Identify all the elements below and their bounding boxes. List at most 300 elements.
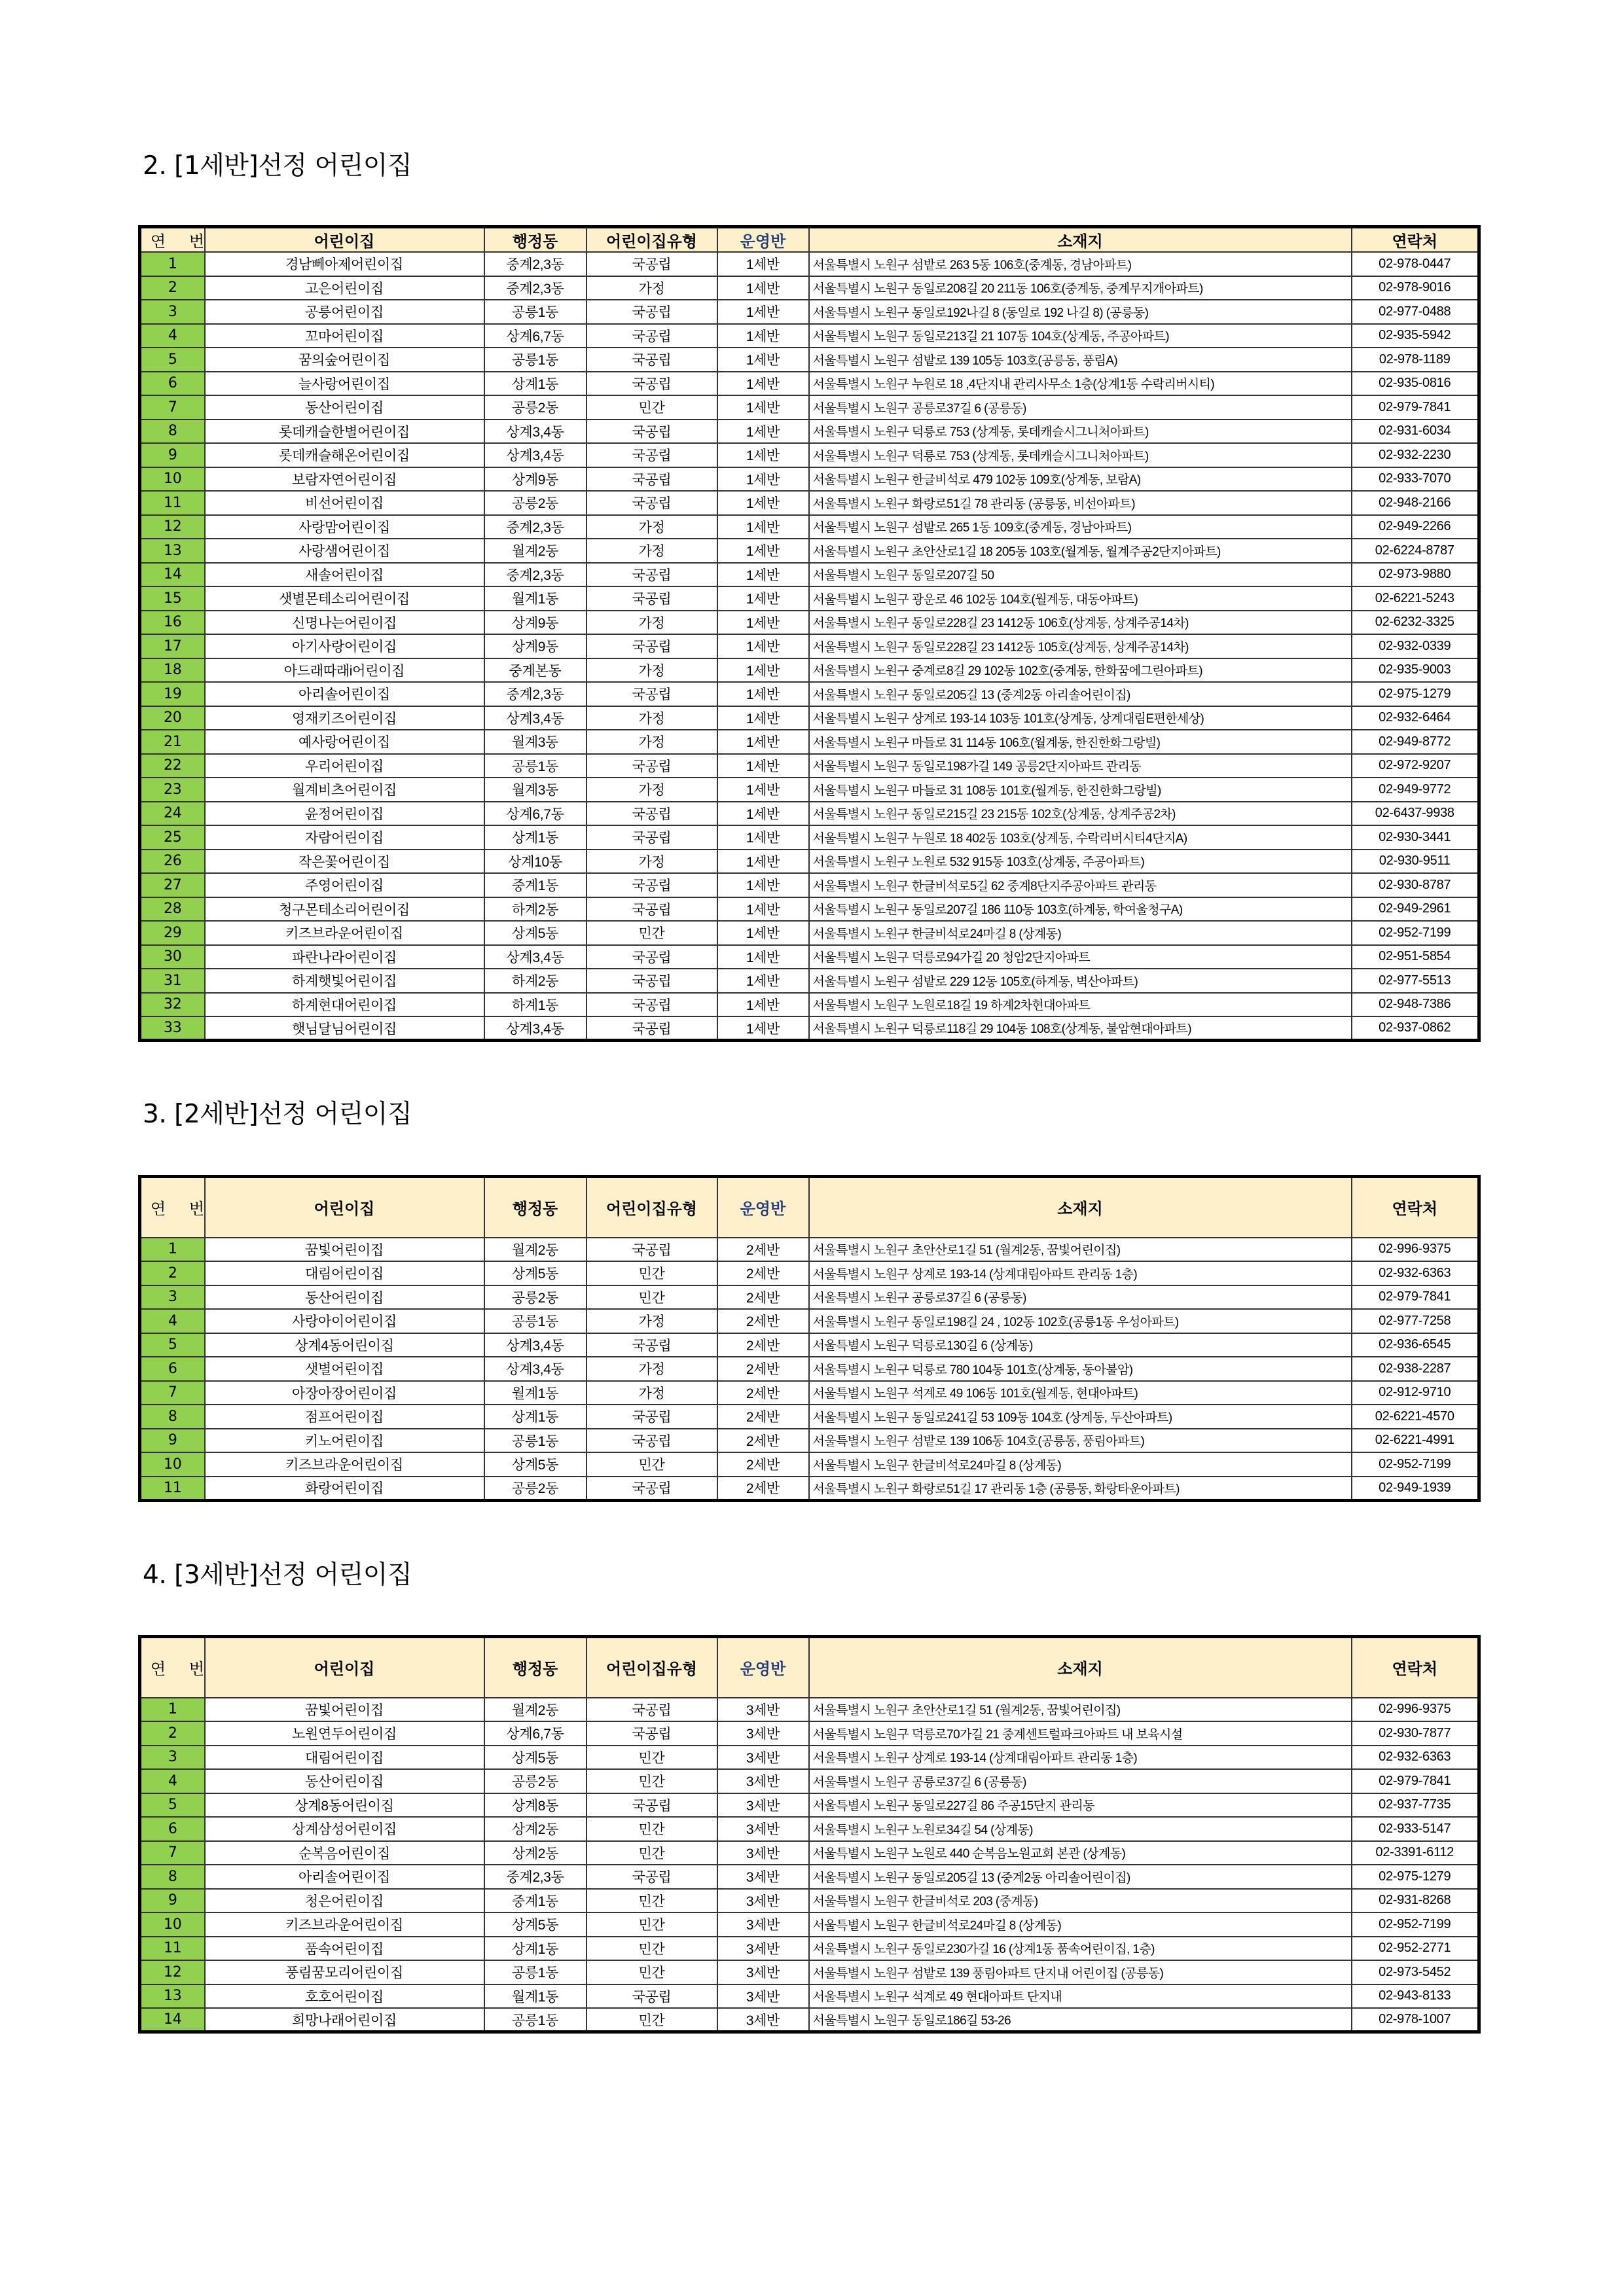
cell-daycare-type: 국공립 bbox=[586, 563, 717, 587]
cell-class: 1세반 bbox=[717, 491, 809, 515]
cell-daycare-name: 점프어린이집 bbox=[205, 1405, 484, 1429]
cell-daycare-type: 국공립 bbox=[586, 754, 717, 778]
cell-daycare-type: 민간 bbox=[586, 1285, 717, 1310]
cell-daycare-type: 국공립 bbox=[586, 1333, 717, 1357]
cell-admin-dong: 상계9동 bbox=[484, 467, 586, 492]
cell-address: 서울특별시 노원구 상계로 193-14 (상계대림아파트 관리동 1층) bbox=[809, 1261, 1352, 1285]
cell-number: 33 bbox=[140, 1016, 205, 1041]
cell-class: 2세반 bbox=[717, 1333, 809, 1357]
cell-daycare-name: 작은꽃어린이집 bbox=[205, 850, 484, 874]
cell-daycare-name: 청구몬테소리어린이집 bbox=[205, 897, 484, 922]
cell-daycare-type: 국공립 bbox=[586, 945, 717, 969]
cell-phone: 02-6232-3325 bbox=[1352, 611, 1479, 635]
cell-daycare-name: 신명나는어린이집 bbox=[205, 611, 484, 635]
table-row bbox=[140, 1309, 1479, 1333]
table-row bbox=[140, 1937, 1479, 1961]
cell-phone: 02-977-0488 bbox=[1352, 300, 1479, 324]
column-header-type: 어린이집유형 bbox=[586, 1177, 717, 1238]
cell-class: 2세반 bbox=[717, 1357, 809, 1381]
cell-daycare-type: 가정 bbox=[586, 539, 717, 563]
cell-admin-dong: 상계5동 bbox=[484, 1452, 586, 1477]
cell-number: 15 bbox=[140, 586, 205, 611]
table-row bbox=[140, 802, 1479, 826]
cell-daycare-name: 비선어린이집 bbox=[205, 491, 484, 515]
column-header-name: 어린이집 bbox=[205, 1177, 484, 1238]
cell-daycare-name: 호호어린이집 bbox=[205, 1984, 484, 2009]
cell-phone: 02-933-7070 bbox=[1352, 467, 1479, 492]
cell-admin-dong: 중계2,3동 bbox=[484, 563, 586, 587]
cell-address: 서울특별시 노원구 한글비석로24마길 8 (상계동) bbox=[809, 921, 1352, 945]
cell-address: 서울특별시 노원구 상계로 193-14 (상계대림아파트 관리동 1층) bbox=[809, 1746, 1352, 1770]
cell-admin-dong: 상계6,7동 bbox=[484, 802, 586, 826]
cell-class: 3세반 bbox=[717, 1841, 809, 1865]
column-header-address: 소재지 bbox=[809, 227, 1352, 253]
cell-daycare-name: 동산어린이집 bbox=[205, 1769, 484, 1793]
table-row bbox=[140, 563, 1479, 587]
cell-daycare-type: 민간 bbox=[586, 921, 717, 945]
cell-daycare-type: 국공립 bbox=[586, 324, 717, 348]
table-row bbox=[140, 611, 1479, 635]
cell-daycare-type: 국공립 bbox=[586, 1016, 717, 1041]
cell-phone: 02-948-2166 bbox=[1352, 491, 1479, 515]
cell-number: 11 bbox=[140, 491, 205, 515]
cell-address: 서울특별시 노원구 동일로228길 23 1412동 105호(상계동, 상계주공14차) bbox=[809, 634, 1352, 658]
cell-daycare-name: 꿈빛어린이집 bbox=[205, 1238, 484, 1262]
cell-number: 13 bbox=[140, 539, 205, 563]
cell-daycare-name: 사랑아이어린이집 bbox=[205, 1309, 484, 1333]
cell-number: 29 bbox=[140, 921, 205, 945]
cell-class: 3세반 bbox=[717, 1746, 809, 1770]
cell-phone: 02-978-1189 bbox=[1352, 348, 1479, 372]
cell-daycare-name: 대림어린이집 bbox=[205, 1746, 484, 1770]
cell-number: 16 bbox=[140, 611, 205, 635]
cell-phone: 02-978-0447 bbox=[1352, 252, 1479, 276]
cell-address: 서울특별시 노원구 덕릉로 753 (상계동, 롯데캐슬시그니처아파트) bbox=[809, 420, 1352, 444]
table-row bbox=[140, 1746, 1479, 1770]
table-row bbox=[140, 730, 1479, 754]
cell-phone: 02-6437-9938 bbox=[1352, 802, 1479, 826]
cell-daycare-type: 국공립 bbox=[586, 420, 717, 444]
cell-number: 9 bbox=[140, 443, 205, 467]
table-row bbox=[140, 1261, 1479, 1285]
cell-admin-dong: 상계6,7동 bbox=[484, 1721, 586, 1746]
cell-address: 서울특별시 노원구 초안산로1길 51 (월계2동, 꿈빛어린이집) bbox=[809, 1238, 1352, 1262]
cell-daycare-type: 가정 bbox=[586, 778, 717, 802]
cell-address: 서울특별시 노원구 동일로230가길 16 (상계1동 품속어린이집, 1층) bbox=[809, 1937, 1352, 1961]
cell-phone: 02-932-0339 bbox=[1352, 634, 1479, 658]
cell-number: 25 bbox=[140, 825, 205, 850]
table-row bbox=[140, 2008, 1479, 2032]
cell-address: 서울특별시 노원구 상계로 193-14 103동 101호(상계동, 상계대림E편한세상) bbox=[809, 706, 1352, 730]
cell-daycare-type: 국공립 bbox=[586, 897, 717, 922]
cell-daycare-name: 새솔어린이집 bbox=[205, 563, 484, 587]
cell-class: 1세반 bbox=[717, 395, 809, 420]
cell-number: 5 bbox=[140, 1333, 205, 1357]
cell-class: 2세반 bbox=[717, 1405, 809, 1429]
table-row bbox=[140, 539, 1479, 563]
table-row bbox=[140, 1769, 1479, 1793]
cell-phone: 02-973-5452 bbox=[1352, 1960, 1479, 1984]
cell-daycare-type: 민간 bbox=[586, 1769, 717, 1793]
cell-admin-dong: 상계3,4동 bbox=[484, 420, 586, 444]
cell-class: 1세반 bbox=[717, 539, 809, 563]
cell-number: 3 bbox=[140, 1746, 205, 1770]
table-row bbox=[140, 1865, 1479, 1889]
cell-daycare-type: 국공립 bbox=[586, 300, 717, 324]
cell-daycare-type: 가정 bbox=[586, 1309, 717, 1333]
cell-phone: 02-912-9710 bbox=[1352, 1381, 1479, 1405]
column-header-dong: 행정동 bbox=[484, 1637, 586, 1698]
cell-admin-dong: 공릉1동 bbox=[484, 300, 586, 324]
cell-address: 서울특별시 노원구 노원로18길 19 하계2차현대아파트 bbox=[809, 993, 1352, 1017]
cell-daycare-type: 가정 bbox=[586, 276, 717, 300]
cell-admin-dong: 공릉2동 bbox=[484, 395, 586, 420]
cell-phone: 02-935-9003 bbox=[1352, 658, 1479, 683]
cell-number: 6 bbox=[140, 372, 205, 396]
cell-phone: 02-977-5513 bbox=[1352, 969, 1479, 993]
cell-admin-dong: 상계2동 bbox=[484, 1841, 586, 1865]
table-row bbox=[140, 586, 1479, 611]
cell-daycare-type: 국공립 bbox=[586, 969, 717, 993]
cell-address: 서울특별시 노원구 덕릉로118길 29 104동 108호(상계동, 불암현대아파트) bbox=[809, 1016, 1352, 1041]
column-header-no: 연 번 bbox=[140, 1637, 205, 1698]
cell-admin-dong: 상계9동 bbox=[484, 634, 586, 658]
cell-phone: 02-6221-4570 bbox=[1352, 1405, 1479, 1429]
column-header-ban: 운영반 bbox=[717, 227, 809, 253]
cell-daycare-name: 롯데캐슬한별어린이집 bbox=[205, 420, 484, 444]
cell-phone: 02-930-3441 bbox=[1352, 825, 1479, 850]
cell-daycare-type: 국공립 bbox=[586, 1865, 717, 1889]
cell-class: 1세반 bbox=[717, 300, 809, 324]
cell-number: 7 bbox=[140, 1841, 205, 1865]
cell-daycare-name: 대림어린이집 bbox=[205, 1261, 484, 1285]
cell-admin-dong: 중계1동 bbox=[484, 873, 586, 897]
cell-daycare-name: 아리솔어린이집 bbox=[205, 1865, 484, 1889]
cell-daycare-name: 예사랑어린이집 bbox=[205, 730, 484, 754]
cell-address: 서울특별시 노원구 한글비석로 479 102동 109호(상계동, 보람A) bbox=[809, 467, 1352, 492]
cell-class: 1세반 bbox=[717, 850, 809, 874]
cell-daycare-name: 키즈브라운어린이집 bbox=[205, 1912, 484, 1937]
cell-address: 서울특별시 노원구 한글비석로24마길 8 (상계동) bbox=[809, 1912, 1352, 1937]
cell-admin-dong: 월계2동 bbox=[484, 539, 586, 563]
table-row bbox=[140, 658, 1479, 683]
cell-daycare-name: 꼬마어린이집 bbox=[205, 324, 484, 348]
cell-class: 1세반 bbox=[717, 515, 809, 539]
cell-daycare-name: 동산어린이집 bbox=[205, 1285, 484, 1310]
table-row bbox=[140, 897, 1479, 922]
cell-admin-dong: 공릉1동 bbox=[484, 1960, 586, 1984]
cell-class: 2세반 bbox=[717, 1429, 809, 1453]
table-row bbox=[140, 1238, 1479, 1262]
cell-daycare-name: 화랑어린이집 bbox=[205, 1477, 484, 1501]
cell-admin-dong: 공릉2동 bbox=[484, 1477, 586, 1501]
column-header-name: 어린이집 bbox=[205, 227, 484, 253]
cell-admin-dong: 공릉1동 bbox=[484, 1309, 586, 1333]
cell-address: 서울특별시 노원구 덕릉로 753 (상계동, 롯데캐슬시그니처아파트) bbox=[809, 443, 1352, 467]
column-header-type: 어린이집유형 bbox=[586, 1637, 717, 1698]
cell-class: 1세반 bbox=[717, 921, 809, 945]
cell-daycare-name: 키노어린이집 bbox=[205, 1429, 484, 1453]
cell-class: 1세반 bbox=[717, 276, 809, 300]
cell-phone: 02-937-7735 bbox=[1352, 1793, 1479, 1818]
cell-daycare-type: 민간 bbox=[586, 1841, 717, 1865]
column-header-dong: 행정동 bbox=[484, 1177, 586, 1238]
cell-number: 30 bbox=[140, 945, 205, 969]
cell-daycare-type: 가정 bbox=[586, 1357, 717, 1381]
cell-phone: 02-952-7199 bbox=[1352, 921, 1479, 945]
cell-admin-dong: 상계9동 bbox=[484, 611, 586, 635]
table-row bbox=[140, 1960, 1479, 1984]
cell-daycare-name: 상계8동어린이집 bbox=[205, 1793, 484, 1818]
cell-address: 서울특별시 노원구 섬밭로 139 풍림아파트 단지내 어린이집 (공릉동) bbox=[809, 1960, 1352, 1984]
cell-number: 21 bbox=[140, 730, 205, 754]
table-header-row bbox=[140, 227, 1479, 253]
cell-number: 1 bbox=[140, 1238, 205, 1262]
table-row bbox=[140, 1285, 1479, 1310]
cell-admin-dong: 공릉2동 bbox=[484, 491, 586, 515]
table-row bbox=[140, 467, 1479, 492]
cell-phone: 02-932-6363 bbox=[1352, 1746, 1479, 1770]
cell-number: 4 bbox=[140, 1309, 205, 1333]
cell-number: 32 bbox=[140, 993, 205, 1017]
cell-admin-dong: 상계10동 bbox=[484, 850, 586, 874]
table-header-row bbox=[140, 1637, 1479, 1698]
cell-class: 1세반 bbox=[717, 634, 809, 658]
cell-number: 2 bbox=[140, 1261, 205, 1285]
cell-daycare-name: 고은어린이집 bbox=[205, 276, 484, 300]
cell-phone: 02-951-5854 bbox=[1352, 945, 1479, 969]
cell-admin-dong: 상계3,4동 bbox=[484, 443, 586, 467]
cell-address: 서울특별시 노원구 섬밭로 263 5동 106호(중계동, 경남아파트) bbox=[809, 252, 1352, 276]
table-row bbox=[140, 348, 1479, 372]
cell-daycare-name: 상계삼성어린이집 bbox=[205, 1817, 484, 1841]
daycare-table-2yr bbox=[138, 1175, 1481, 1502]
cell-number: 28 bbox=[140, 897, 205, 922]
cell-admin-dong: 상계3,4동 bbox=[484, 706, 586, 730]
cell-address: 서울특별시 노원구 섬밭로 139 106동 104호(공릉동, 풍림아파트) bbox=[809, 1429, 1352, 1453]
cell-admin-dong: 공릉2동 bbox=[484, 1769, 586, 1793]
cell-number: 14 bbox=[140, 563, 205, 587]
cell-daycare-type: 국공립 bbox=[586, 802, 717, 826]
cell-class: 1세반 bbox=[717, 682, 809, 706]
cell-daycare-name: 꿈의숲어린이집 bbox=[205, 348, 484, 372]
cell-daycare-type: 국공립 bbox=[586, 1984, 717, 2009]
cell-daycare-type: 국공립 bbox=[586, 252, 717, 276]
cell-address: 서울특별시 노원구 노원로34길 54 (상계동) bbox=[809, 1817, 1352, 1841]
cell-address: 서울특별시 노원구 동일로227길 86 주공15단지 관리동 bbox=[809, 1793, 1352, 1818]
table-row bbox=[140, 1841, 1479, 1865]
cell-daycare-name: 주영어린이집 bbox=[205, 873, 484, 897]
cell-number: 9 bbox=[140, 1889, 205, 1913]
cell-daycare-name: 사랑샘어린이집 bbox=[205, 539, 484, 563]
cell-daycare-name: 노원연두어린이집 bbox=[205, 1721, 484, 1746]
cell-daycare-type: 국공립 bbox=[586, 682, 717, 706]
cell-address: 서울특별시 노원구 동일로213길 21 107동 104호(상계동, 주공아파트) bbox=[809, 324, 1352, 348]
cell-phone: 02-975-1279 bbox=[1352, 1865, 1479, 1889]
cell-class: 3세반 bbox=[717, 1793, 809, 1818]
table-row bbox=[140, 778, 1479, 802]
table-row bbox=[140, 1405, 1479, 1429]
table-row bbox=[140, 682, 1479, 706]
cell-daycare-type: 민간 bbox=[586, 1261, 717, 1285]
cell-address: 서울특별시 노원구 초안산로1길 18 205동 103호(월계동, 월계주공2단지아파트) bbox=[809, 539, 1352, 563]
cell-class: 2세반 bbox=[717, 1261, 809, 1285]
column-header-phone: 연락처 bbox=[1352, 1177, 1479, 1238]
cell-daycare-name: 상계4동어린이집 bbox=[205, 1333, 484, 1357]
cell-daycare-type: 국공립 bbox=[586, 873, 717, 897]
cell-daycare-name: 키즈브라운어린이집 bbox=[205, 921, 484, 945]
table-row bbox=[140, 873, 1479, 897]
cell-daycare-type: 가정 bbox=[586, 850, 717, 874]
cell-address: 서울특별시 노원구 공릉로37길 6 (공릉동) bbox=[809, 1769, 1352, 1793]
table-row bbox=[140, 921, 1479, 945]
cell-class: 1세반 bbox=[717, 969, 809, 993]
cell-class: 1세반 bbox=[717, 897, 809, 922]
table-row bbox=[140, 945, 1479, 969]
cell-class: 3세반 bbox=[717, 1912, 809, 1937]
cell-admin-dong: 월계3동 bbox=[484, 730, 586, 754]
cell-number: 12 bbox=[140, 1960, 205, 1984]
cell-class: 1세반 bbox=[717, 348, 809, 372]
cell-address: 서울특별시 노원구 동일로207길 186 110동 103호(하계동, 학여울청구A) bbox=[809, 897, 1352, 922]
cell-address: 서울특별시 노원구 마들로 31 114동 106호(월계동, 한진한화그랑빌) bbox=[809, 730, 1352, 754]
cell-daycare-name: 아장아장어린이집 bbox=[205, 1381, 484, 1405]
cell-address: 서울특별시 노원구 화랑로51길 78 관리동 (공릉동, 비선아파트) bbox=[809, 491, 1352, 515]
cell-daycare-type: 국공립 bbox=[586, 1477, 717, 1501]
cell-class: 2세반 bbox=[717, 1309, 809, 1333]
cell-admin-dong: 상계1동 bbox=[484, 372, 586, 396]
column-header-phone: 연락처 bbox=[1352, 1637, 1479, 1698]
cell-phone: 02-952-7199 bbox=[1352, 1452, 1479, 1477]
cell-daycare-type: 국공립 bbox=[586, 993, 717, 1017]
cell-phone: 02-932-6464 bbox=[1352, 706, 1479, 730]
cell-daycare-type: 국공립 bbox=[586, 348, 717, 372]
cell-class: 1세반 bbox=[717, 778, 809, 802]
cell-phone: 02-952-2771 bbox=[1352, 1937, 1479, 1961]
cell-address: 서울특별시 노원구 동일로192나길 8 (동일로 192 나길 8) (공릉동) bbox=[809, 300, 1352, 324]
cell-daycare-type: 민간 bbox=[586, 1912, 717, 1937]
cell-daycare-type: 국공립 bbox=[586, 1429, 717, 1453]
cell-daycare-name: 희망나래어린이집 bbox=[205, 2008, 484, 2032]
cell-daycare-name: 아드래따래i어린이집 bbox=[205, 658, 484, 683]
cell-address: 서울특별시 노원구 화랑로51길 17 관리동 1층 (공릉동, 화랑타운아파트) bbox=[809, 1477, 1352, 1501]
cell-admin-dong: 상계3,4동 bbox=[484, 1333, 586, 1357]
cell-number: 3 bbox=[140, 1285, 205, 1310]
cell-daycare-type: 민간 bbox=[586, 1452, 717, 1477]
cell-class: 3세반 bbox=[717, 1960, 809, 1984]
cell-class: 1세반 bbox=[717, 324, 809, 348]
cell-phone: 02-930-7877 bbox=[1352, 1721, 1479, 1746]
cell-number: 10 bbox=[140, 1452, 205, 1477]
cell-daycare-type: 국공립 bbox=[586, 634, 717, 658]
table-row bbox=[140, 993, 1479, 1017]
cell-admin-dong: 중계2,3동 bbox=[484, 252, 586, 276]
cell-phone: 02-949-9772 bbox=[1352, 778, 1479, 802]
cell-number: 20 bbox=[140, 706, 205, 730]
cell-class: 1세반 bbox=[717, 658, 809, 683]
table-header-row bbox=[140, 1177, 1479, 1238]
section-title-1yr: 2. [1세반]선정 어린이집 bbox=[143, 151, 412, 181]
table-row bbox=[140, 1016, 1479, 1041]
cell-admin-dong: 중계2,3동 bbox=[484, 1865, 586, 1889]
cell-class: 1세반 bbox=[717, 586, 809, 611]
cell-number: 4 bbox=[140, 1769, 205, 1793]
cell-number: 7 bbox=[140, 395, 205, 420]
cell-daycare-type: 국공립 bbox=[586, 1793, 717, 1818]
cell-class: 2세반 bbox=[717, 1452, 809, 1477]
cell-number: 10 bbox=[140, 1912, 205, 1937]
cell-daycare-name: 품속어린이집 bbox=[205, 1937, 484, 1961]
cell-class: 1세반 bbox=[717, 825, 809, 850]
cell-number: 1 bbox=[140, 1698, 205, 1722]
cell-admin-dong: 공릉2동 bbox=[484, 1285, 586, 1310]
column-header-no: 연 번 bbox=[140, 227, 205, 253]
cell-phone: 02-935-5942 bbox=[1352, 324, 1479, 348]
cell-daycare-name: 자람어린이집 bbox=[205, 825, 484, 850]
section-title-2yr: 3. [2세반]선정 어린이집 bbox=[143, 1100, 412, 1129]
cell-number: 10 bbox=[140, 467, 205, 492]
cell-admin-dong: 상계6,7동 bbox=[484, 324, 586, 348]
cell-daycare-type: 국공립 bbox=[586, 443, 717, 467]
column-header-address: 소재지 bbox=[809, 1637, 1352, 1698]
cell-phone: 02-952-7199 bbox=[1352, 1912, 1479, 1937]
cell-daycare-name: 하계햇빛어린이집 bbox=[205, 969, 484, 993]
table-row bbox=[140, 706, 1479, 730]
cell-daycare-type: 국공립 bbox=[586, 1405, 717, 1429]
cell-class: 3세반 bbox=[717, 1889, 809, 1913]
cell-daycare-name: 늘사랑어린이집 bbox=[205, 372, 484, 396]
cell-number: 9 bbox=[140, 1429, 205, 1453]
cell-admin-dong: 중계2,3동 bbox=[484, 276, 586, 300]
table-row bbox=[140, 1698, 1479, 1722]
cell-class: 3세반 bbox=[717, 1698, 809, 1722]
table-row bbox=[140, 1889, 1479, 1913]
cell-phone: 02-935-0816 bbox=[1352, 372, 1479, 396]
cell-address: 서울특별시 노원구 한글비석로5길 62 중계8단지주공아파트 관리동 bbox=[809, 873, 1352, 897]
cell-address: 서울특별시 노원구 중계로8길 29 102동 102호(중계동, 한화꿈에그린아파트) bbox=[809, 658, 1352, 683]
cell-admin-dong: 월계1동 bbox=[484, 1984, 586, 2009]
cell-class: 1세반 bbox=[717, 252, 809, 276]
cell-admin-dong: 상계1동 bbox=[484, 825, 586, 850]
cell-phone: 02-932-2230 bbox=[1352, 443, 1479, 467]
cell-number: 11 bbox=[140, 1477, 205, 1501]
cell-number: 8 bbox=[140, 1865, 205, 1889]
cell-daycare-type: 국공립 bbox=[586, 491, 717, 515]
cell-daycare-type: 가정 bbox=[586, 515, 717, 539]
cell-number: 13 bbox=[140, 1984, 205, 2009]
cell-number: 8 bbox=[140, 1405, 205, 1429]
cell-daycare-type: 민간 bbox=[586, 1960, 717, 1984]
table-row bbox=[140, 850, 1479, 874]
cell-number: 17 bbox=[140, 634, 205, 658]
cell-number: 6 bbox=[140, 1817, 205, 1841]
cell-daycare-name: 풍림꿈모리어린이집 bbox=[205, 1960, 484, 1984]
cell-number: 5 bbox=[140, 1793, 205, 1818]
cell-phone: 02-937-0862 bbox=[1352, 1016, 1479, 1041]
cell-phone: 02-938-2287 bbox=[1352, 1357, 1479, 1381]
cell-daycare-type: 국공립 bbox=[586, 1721, 717, 1746]
cell-daycare-type: 민간 bbox=[586, 2008, 717, 2032]
cell-admin-dong: 중계2,3동 bbox=[484, 682, 586, 706]
cell-phone: 02-979-7841 bbox=[1352, 395, 1479, 420]
cell-class: 1세반 bbox=[717, 563, 809, 587]
cell-address: 서울특별시 노원구 석계로 49 현대아파트 단지내 bbox=[809, 1984, 1352, 2009]
cell-number: 12 bbox=[140, 515, 205, 539]
cell-number: 26 bbox=[140, 850, 205, 874]
cell-address: 서울특별시 노원구 한글비석로24마길 8 (상계동) bbox=[809, 1452, 1352, 1477]
cell-daycare-type: 국공립 bbox=[586, 1698, 717, 1722]
cell-phone: 02-936-6545 bbox=[1352, 1333, 1479, 1357]
